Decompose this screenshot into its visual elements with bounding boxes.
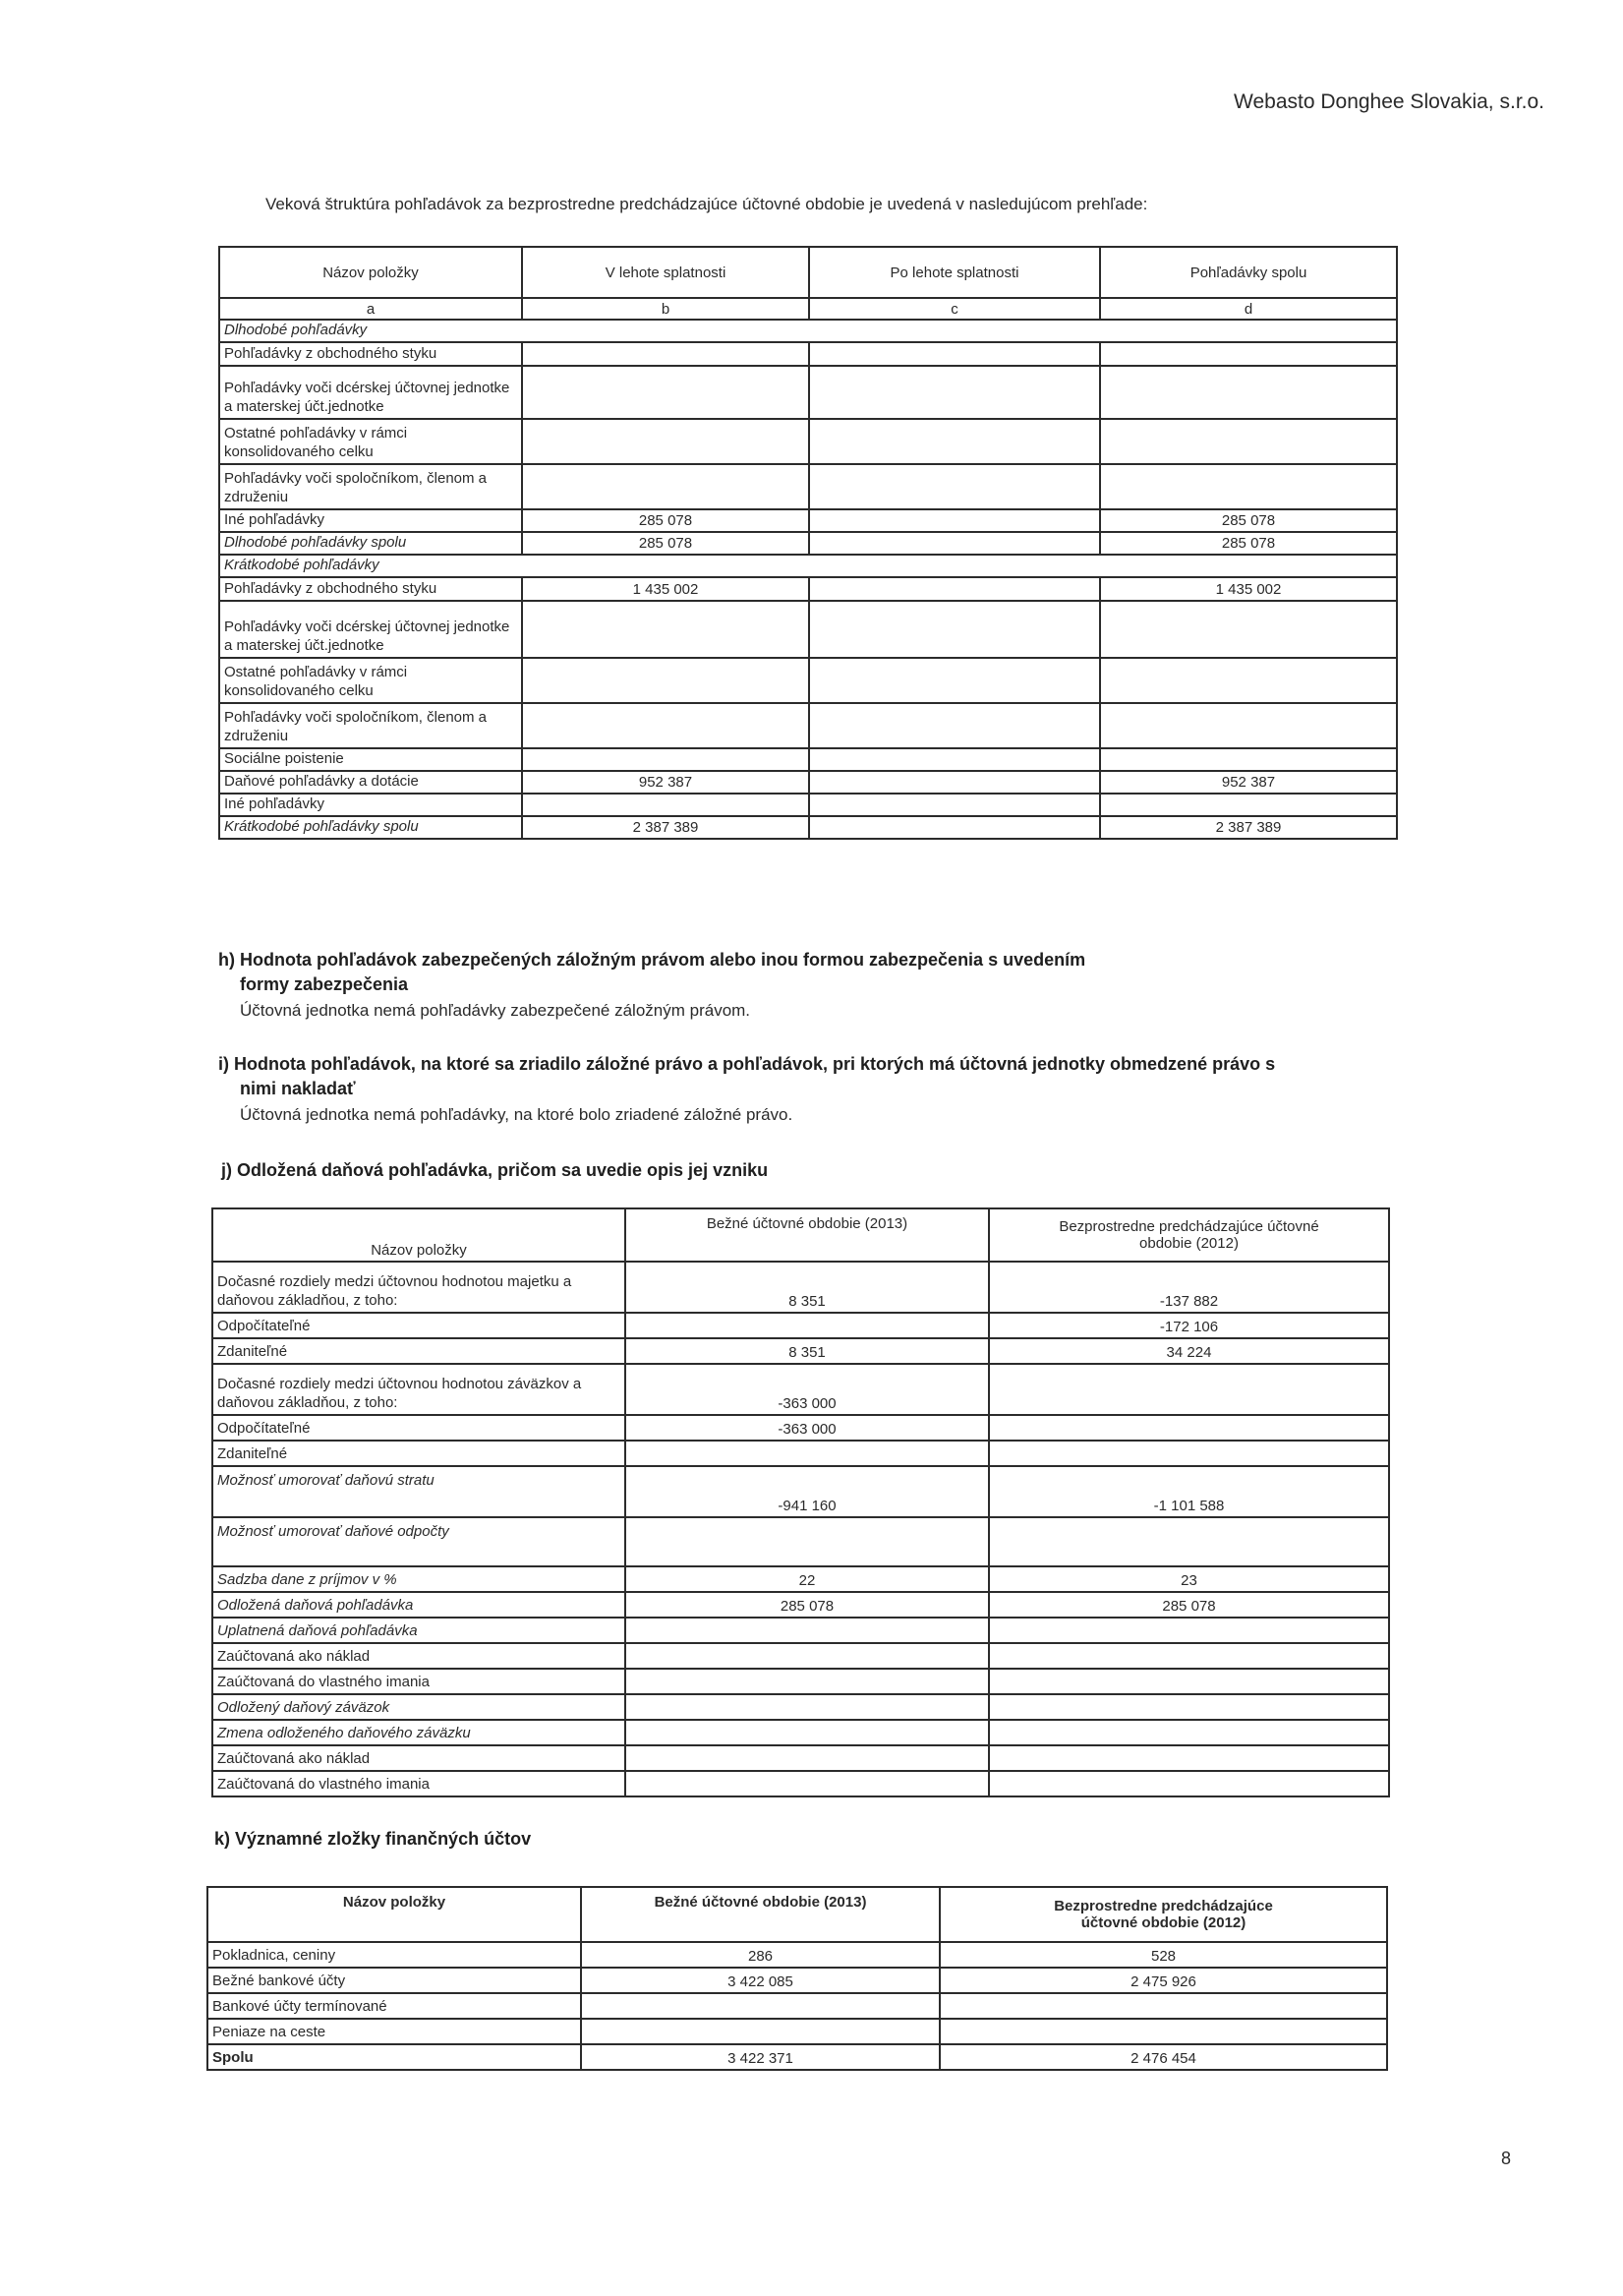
- cell-d: [1100, 464, 1397, 509]
- cell-d: [1100, 601, 1397, 658]
- cell-b: 2 387 389: [522, 816, 809, 839]
- row-label: Ostatné pohľadávky v rámci konsolidovaného celku: [219, 419, 522, 464]
- section-i-title: i) Hodnota pohľadávok, na ktoré sa zriadilo záložné právo a pohľadávok, pri ktorých má účtovná jednotky obmedzené právo s: [218, 1054, 1276, 1074]
- table-row: [219, 577, 1397, 601]
- table-row: [207, 1968, 1387, 1993]
- cell-d: [1100, 419, 1397, 464]
- cell-current: 286: [581, 1942, 940, 1968]
- row-label: Krátkodobé pohľadávky spolu: [219, 816, 522, 839]
- table-row: [219, 464, 1397, 509]
- cell-c: [809, 509, 1100, 532]
- section-k-title: k) Významné zložky finančných účtov: [214, 1829, 532, 1849]
- financial-accounts-table: [206, 1886, 1388, 2071]
- cell-c: [809, 658, 1100, 703]
- cell-d: 285 078: [1100, 532, 1397, 555]
- cell-previous: -1 101 588: [989, 1466, 1389, 1517]
- cell-previous: -172 106: [989, 1313, 1389, 1338]
- cell-c: [809, 771, 1100, 794]
- cell-b: [522, 601, 809, 658]
- row-label: Peniaze na ceste: [207, 2019, 581, 2044]
- row-label: Pohľadávky voči dcérskej účtovnej jednotke a materskej účt.jednotke: [219, 601, 522, 658]
- row-label: Iné pohľadávky: [219, 509, 522, 532]
- row-label: Sadzba dane z príjmov v %: [212, 1566, 625, 1592]
- cell-current: [625, 1694, 989, 1720]
- cell-previous: [989, 1618, 1389, 1643]
- section-h-title-cont: formy zabezpečenia: [240, 974, 409, 994]
- cell-d: [1100, 794, 1397, 816]
- row-label: Dočasné rozdiely medzi účtovnou hodnotou záväzkov a daňovou základňou, z toho:: [212, 1364, 625, 1415]
- cell-previous: [989, 1643, 1389, 1669]
- table-row: [212, 1566, 1389, 1592]
- row-label: Pohľadávky voči dcérskej účtovnej jednotke a materskej účt.jednotke: [219, 366, 522, 419]
- cell-previous: 285 078: [989, 1592, 1389, 1618]
- table-row: [212, 1618, 1389, 1643]
- cell-previous: [989, 1364, 1389, 1415]
- col-letter-b: b: [522, 298, 809, 320]
- row-label: Pohľadávky z obchodného styku: [219, 342, 522, 366]
- table-row: [207, 2019, 1387, 2044]
- col-header-name: Názov položky: [207, 1887, 581, 1942]
- section-row: [219, 555, 1397, 577]
- cell-current: 22: [625, 1566, 989, 1592]
- row-label: Zmena odloženého daňového záväzku: [212, 1720, 625, 1745]
- col-header-name: Názov položky: [219, 247, 522, 298]
- cell-c: [809, 794, 1100, 816]
- cell-current: [581, 2019, 940, 2044]
- table-row: [212, 1338, 1389, 1364]
- row-label: Iné pohľadávky: [219, 794, 522, 816]
- cell-b: [522, 366, 809, 419]
- row-label: Pohľadávky voči spoločníkom, členom a združeniu: [219, 703, 522, 748]
- cell-previous: 528: [940, 1942, 1387, 1968]
- cell-previous: -137 882: [989, 1262, 1389, 1313]
- cell-previous: [989, 1771, 1389, 1796]
- table-row: [219, 703, 1397, 748]
- row-label: Zaúčtovaná do vlastného imania: [212, 1669, 625, 1694]
- table-row: [212, 1720, 1389, 1745]
- table-row: [212, 1262, 1389, 1313]
- cell-d: [1100, 703, 1397, 748]
- table-row: [219, 509, 1397, 532]
- cell-current: -363 000: [625, 1415, 989, 1441]
- row-label: Bankové účty termínované: [207, 1993, 581, 2019]
- cell-previous: [940, 1993, 1387, 2019]
- cell-d: 2 387 389: [1100, 816, 1397, 839]
- cell-c: [809, 532, 1100, 555]
- table-row: [207, 2044, 1387, 2070]
- cell-current: [625, 1517, 989, 1566]
- col-header-total: Pohľadávky spolu: [1100, 247, 1397, 298]
- cell-current: 8 351: [625, 1262, 989, 1313]
- cell-previous: 2 475 926: [940, 1968, 1387, 1993]
- row-label: Odložená daňová pohľadávka: [212, 1592, 625, 1618]
- section-row: [219, 320, 1397, 342]
- table-row: [212, 1745, 1389, 1771]
- section-h-title: h) Hodnota pohľadávok zabezpečených záložným právom alebo inou formou zabezpečenia s uvedením: [218, 950, 1086, 970]
- cell-current: [625, 1771, 989, 1796]
- row-label: Zdaniteľné: [212, 1338, 625, 1364]
- table-row: [207, 1993, 1387, 2019]
- row-label: Dočasné rozdiely medzi účtovnou hodnotou majetku a daňovou základňou, z toho:: [212, 1262, 625, 1313]
- section-j-title: j) Odložená daňová pohľadávka, pričom sa uvedie opis jej vzniku: [221, 1160, 769, 1180]
- section-label: Krátkodobé pohľadávky: [219, 555, 1397, 577]
- table-row: [212, 1694, 1389, 1720]
- table-row: [212, 1364, 1389, 1415]
- table-row: [212, 1517, 1389, 1566]
- row-label: Sociálne poistenie: [219, 748, 522, 771]
- cell-b: [522, 342, 809, 366]
- cell-current: [625, 1313, 989, 1338]
- cell-previous: 2 476 454: [940, 2044, 1387, 2070]
- section-h: [218, 950, 1085, 1021]
- cell-c: [809, 577, 1100, 601]
- receivables-aging-table: [218, 246, 1398, 840]
- table-row: [219, 532, 1397, 555]
- cell-c: [809, 419, 1100, 464]
- cell-previous: [989, 1720, 1389, 1745]
- cell-previous: [989, 1517, 1389, 1566]
- col-header-within-due: V lehote splatnosti: [522, 247, 809, 298]
- cell-previous: 23: [989, 1566, 1389, 1592]
- table-row: [212, 1592, 1389, 1618]
- section-i: [218, 1054, 1275, 1125]
- cell-previous: [940, 2019, 1387, 2044]
- row-label: Pohľadávky voči spoločníkom, členom a združeniu: [219, 464, 522, 509]
- cell-previous: 34 224: [989, 1338, 1389, 1364]
- cell-d: [1100, 342, 1397, 366]
- cell-current: [625, 1745, 989, 1771]
- cell-current: 3 422 085: [581, 1968, 940, 1993]
- row-label: Odpočítateľné: [212, 1415, 625, 1441]
- company-name: Webasto Donghee Slovakia, s.r.o.: [1234, 90, 1544, 113]
- cell-previous: [989, 1694, 1389, 1720]
- cell-b: 952 387: [522, 771, 809, 794]
- table-row: [219, 366, 1397, 419]
- section-i-title-cont: nimi nakladať: [240, 1079, 356, 1098]
- cell-current: [625, 1669, 989, 1694]
- cell-d: [1100, 658, 1397, 703]
- cell-current: -363 000: [625, 1364, 989, 1415]
- cell-c: [809, 366, 1100, 419]
- col-header-previous: Bezprostredne predchádzajúce účtovné obdobie (2012): [940, 1887, 1387, 1942]
- cell-c: [809, 816, 1100, 839]
- cell-current: [625, 1441, 989, 1466]
- cell-d: 952 387: [1100, 771, 1397, 794]
- cell-previous: [989, 1441, 1389, 1466]
- cell-b: [522, 419, 809, 464]
- cell-c: [809, 342, 1100, 366]
- row-label: Zaúčtovaná do vlastného imania: [212, 1771, 625, 1796]
- table-row: [219, 748, 1397, 771]
- cell-b: [522, 748, 809, 771]
- cell-current: 285 078: [625, 1592, 989, 1618]
- row-label: Uplatnená daňová pohľadávka: [212, 1618, 625, 1643]
- cell-current: [625, 1720, 989, 1745]
- table-row: [219, 419, 1397, 464]
- table-row: [219, 601, 1397, 658]
- row-label: Dlhodobé pohľadávky spolu: [219, 532, 522, 555]
- col-letter-d: d: [1100, 298, 1397, 320]
- row-label: Daňové pohľadávky a dotácie: [219, 771, 522, 794]
- cell-b: [522, 464, 809, 509]
- table-row: [212, 1771, 1389, 1796]
- cell-previous: [989, 1415, 1389, 1441]
- col-header-name: Názov položky: [212, 1208, 625, 1262]
- cell-d: 285 078: [1100, 509, 1397, 532]
- page-number: 8: [1501, 2149, 1512, 2168]
- row-label: Pokladnica, ceniny: [207, 1942, 581, 1968]
- table-row: [219, 342, 1397, 366]
- cell-b: 285 078: [522, 532, 809, 555]
- cell-current: [625, 1643, 989, 1669]
- col-header-past-due: Po lehote splatnosti: [809, 247, 1100, 298]
- row-label: Spolu: [207, 2044, 581, 2070]
- cell-current: [581, 1993, 940, 2019]
- col-letter-c: c: [809, 298, 1100, 320]
- cell-d: 1 435 002: [1100, 577, 1397, 601]
- cell-b: 285 078: [522, 509, 809, 532]
- cell-d: [1100, 366, 1397, 419]
- section-label: Dlhodobé pohľadávky: [219, 320, 1397, 342]
- col-letter-a: a: [219, 298, 522, 320]
- cell-current: -941 160: [625, 1466, 989, 1517]
- row-label: Bežné bankové účty: [207, 1968, 581, 1993]
- table-row: [212, 1643, 1389, 1669]
- table-row: [219, 816, 1397, 839]
- section-i-text: Účtovná jednotka nemá pohľadávky, na ktoré bolo zriadené záložné právo.: [240, 1105, 793, 1124]
- row-label: Zdaniteľné: [212, 1441, 625, 1466]
- table-row: [212, 1313, 1389, 1338]
- cell-c: [809, 601, 1100, 658]
- cell-b: [522, 794, 809, 816]
- deferred-tax-table: [211, 1207, 1390, 1797]
- table-row: [219, 794, 1397, 816]
- row-label: Pohľadávky z obchodného styku: [219, 577, 522, 601]
- cell-previous: [989, 1745, 1389, 1771]
- cell-current: [625, 1618, 989, 1643]
- row-label: Zaúčtovaná ako náklad: [212, 1745, 625, 1771]
- table-row: [212, 1441, 1389, 1466]
- row-label: Ostatné pohľadávky v rámci konsolidovaného celku: [219, 658, 522, 703]
- col-header-current: Bežné účtovné obdobie (2013): [581, 1887, 940, 1942]
- cell-previous: [989, 1669, 1389, 1694]
- cell-b: [522, 703, 809, 748]
- col-header-previous: Bezprostredne predchádzajúce účtovné obdobie (2012): [989, 1208, 1389, 1262]
- row-label: Odložený daňový záväzok: [212, 1694, 625, 1720]
- table-row: [212, 1415, 1389, 1441]
- section-h-text: Účtovná jednotka nemá pohľadávky zabezpečené záložným právom.: [240, 1001, 751, 1020]
- table-row: [212, 1669, 1389, 1694]
- row-label: Odpočítateľné: [212, 1313, 625, 1338]
- col-header-current: Bežné účtovné obdobie (2013): [625, 1208, 989, 1262]
- row-label: Možnosť umorovať daňovú stratu: [212, 1466, 625, 1517]
- table-row: [212, 1466, 1389, 1517]
- cell-current: 8 351: [625, 1338, 989, 1364]
- cell-d: [1100, 748, 1397, 771]
- cell-c: [809, 703, 1100, 748]
- table-row: [219, 658, 1397, 703]
- table-row: [219, 771, 1397, 794]
- aging-intro-text: Veková štruktúra pohľadávok za bezprostredne predchádzajúce účtovné obdobie je uvedená v nasledujúcom prehľade:: [265, 195, 1148, 213]
- cell-current: 3 422 371: [581, 2044, 940, 2070]
- cell-b: 1 435 002: [522, 577, 809, 601]
- cell-c: [809, 748, 1100, 771]
- row-label: Zaúčtovaná ako náklad: [212, 1643, 625, 1669]
- cell-c: [809, 464, 1100, 509]
- table-row: [207, 1942, 1387, 1968]
- cell-b: [522, 658, 809, 703]
- row-label: Možnosť umorovať daňové odpočty: [212, 1517, 625, 1566]
